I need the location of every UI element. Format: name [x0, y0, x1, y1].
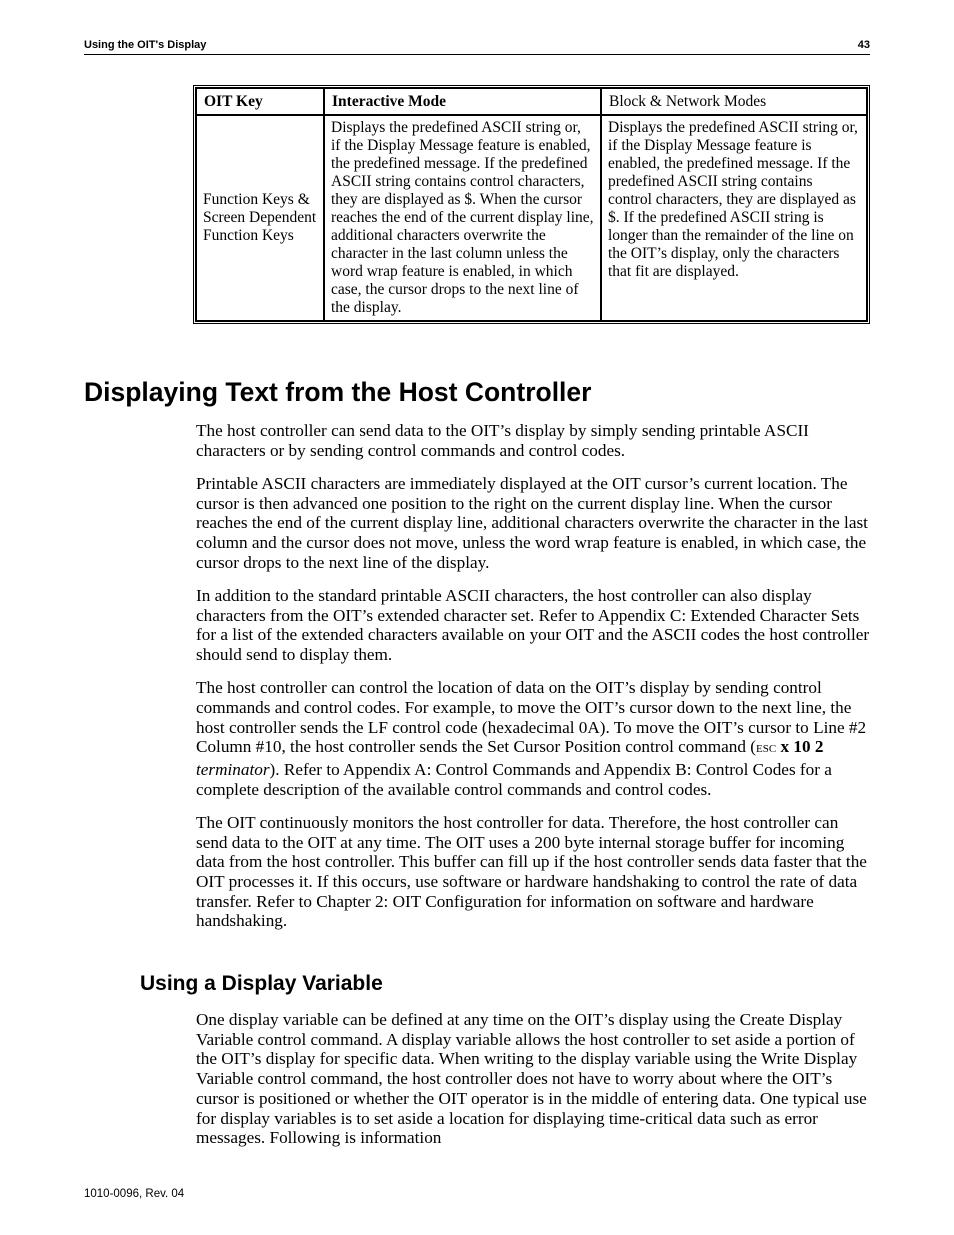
table-cell-interactive: Displays the predefined ASCII string or, if the Display Message feature is enabled, the predefined message. If the predefined ASCII string contains control characters, they are displayed as $. When the cursor reaches the end of the current display line, additional characters overwrite the character in the last column unless the word wrap feature is enabled, in which case, the cursor drops to the next line of the display. — [324, 115, 601, 321]
subsection-body — [196, 1010, 872, 1161]
p4-text-before: The host controller can control the location of data on the OIT’s display by sending control commands and control codes. For example, to move the OIT’s cursor down to the next line, the host controller sends the LF control code (hexadecimal 0A). To move the OIT’s cursor to Line #2 Column #10, the host controller sends the Set Cursor Position control command ( — [196, 678, 867, 757]
esc-key-label: ESC — [755, 743, 777, 756]
table-row — [196, 115, 867, 321]
paragraph-control-command — [196, 678, 872, 799]
p4-text-after: ). Refer to Appendix A: Control Commands and Appendix B: Control Codes for a complete description of the available control commands and control codes. — [196, 760, 832, 799]
table-cell-block: Displays the predefined ASCII string or, if the Display Message feature is enabled, the predefined message. If the predefined ASCII string contains control characters, they are displayed as $. If the predefined ASCII string is longer than the remainder of the line on the OIT’s display, only the characters that fit are displayed. — [601, 115, 867, 321]
paragraph: The host controller can send data to the OIT’s display by simply sending printable ASCII characters or by sending control commands and control codes. — [196, 421, 809, 460]
oit-key-table — [193, 85, 870, 324]
footer-doc-number: 1010-0096, Rev. 04 — [84, 1188, 185, 1200]
table-header-oit-key: OIT Key — [196, 88, 324, 115]
paragraph: One display variable can be defined at any time on the OIT’s display using the Create Display Variable control command. A display variable allows the host controller to set aside a portion of the OIT’s display for specific data. When writing to the display variable using the Write Display Variable control command, the host controller does not have to worry about where the OIT’s cursor is positioned or whether the OIT operator is in the middle of entering data. One typical use for display variables is to set aside a location for displaying time-critical data such as error messages. Following is information — [196, 1010, 867, 1148]
paragraph: In addition to the standard printable ASCII characters, the host controller can also display characters from the OIT’s extended character set. Refer to Appendix C: Extended Character Sets for a list of the extended characters available on your OIT and the ASCII codes the host controller should send to display them. — [196, 585, 870, 665]
table-cell-key: Function Keys & Screen Dependent Function Keys — [196, 115, 324, 321]
running-header — [84, 38, 870, 55]
section-heading: Displaying Text from the Host Controller — [84, 377, 592, 407]
table-header-block-network-modes: Block & Network Modes — [601, 88, 867, 115]
header-section-title: Using the OIT's Display — [84, 39, 207, 51]
table-header-interactive-mode: Interactive Mode — [324, 88, 601, 115]
paragraph: The OIT continuously monitors the host controller for data. Therefore, the host controller can send data to the OIT at any time. The OIT uses a 200 byte internal storage buffer for incoming data from the host controller. This buffer can fill up if the host controller sends data faster that the OIT processes it. If this occurs, use software or hardware handshaking to control the rate of data transfer. Refer to Chapter 2: OIT Configuration for information on software and hardware handshaking. — [196, 812, 867, 931]
header-page-number: 43 — [857, 39, 870, 51]
section-body — [196, 421, 872, 945]
subsection-heading: Using a Display Variable — [140, 972, 383, 995]
table-header-row — [196, 88, 867, 115]
command-bold: x 10 2 — [780, 737, 824, 757]
paragraph: Printable ASCII characters are immediately displayed at the OIT cursor’s current location. The cursor is then advanced one position to the right on the current display line. When the cursor reaches the end of the current display line, additional characters overwrite the character in the last column and the cursor does not move, unless the word wrap feature is enabled, in which case, the cursor drops to the next line of the display. — [196, 473, 868, 572]
command-italic: terminator — [196, 760, 270, 780]
